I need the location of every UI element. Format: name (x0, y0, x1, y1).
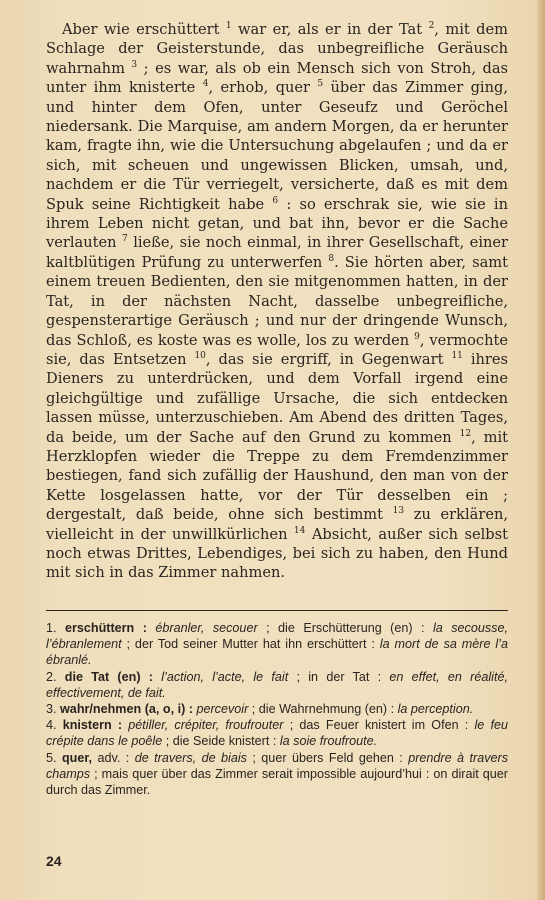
footnote-3 (46, 701, 508, 717)
footnote-reference: 12 (459, 428, 472, 439)
footnote-term: wahr/nehmen (a, o, i) : (60, 702, 193, 717)
text-segment: Aber wie erschüttert (62, 21, 226, 38)
footnote-text: ; mais quer über das Zimmer serait impossible aujourd’hui : on dirait quer durch das Zimmer. (46, 766, 508, 798)
text-segment: , erhob, quer (208, 79, 318, 97)
footnote-text: ; der Tod seiner Mutter hat ihn erschüttert : (121, 637, 380, 652)
footnote-translation: prendre à travers champs (46, 750, 508, 781)
footnote-translation: la soie froufroute. (279, 734, 378, 749)
footnote-reference: 5 (317, 79, 324, 90)
footnote-reference: 9 (414, 331, 420, 342)
footnote-term: die Tat (en) : (64, 669, 153, 684)
footnote-reference: 2 (428, 21, 435, 32)
text-segment: ihres Dieners zu unterdrücken, und dem Vorfall irgend eine gleichgültige und zufällige Ursache, die sich entdecken lassen müsse, unterzuschieben. Am Abend des dritten Tages, da beide, um der Sache auf den Grund zu kommen (46, 350, 509, 446)
footnote-translation: la mort de sa mère l’a ébranlé. (46, 637, 508, 668)
footnote-text: ; die Erschütterung (en) : (257, 621, 433, 635)
footnote-translation: ébranler, secouer (146, 621, 258, 635)
text-segment: : so erschrak sie, wie sie in ihrem Leben nicht getan, und bat ihn, bevor er die Sache verlauten (46, 195, 508, 252)
text-segment: . Sie hörten aber, samt einem treuen Bedienten, den sie mitgenommen hatten, in der Tat, in der nächsten Nacht, dasselbe unbegreifliche, gespensterartige Geräusch ; und nur der dringende Wunsch, das Schloß, es koste was es wolle, los zu werden (46, 253, 508, 349)
footnote-5 (46, 750, 508, 799)
text-segment: , vermochte sie, das Entsetzen (46, 331, 508, 368)
footnote-translation: de travers, de biais (134, 750, 247, 765)
text-segment: zu erklären, vielleicht in der unwillkürlichen (46, 506, 508, 543)
footnote-reference: 3 (131, 59, 138, 70)
footnote-rule (46, 610, 508, 611)
footnote-text: ; das Feuer knistert im Ofen : (283, 718, 475, 733)
footnote-reference: 7 (122, 234, 128, 245)
footnote-number: 4. (46, 718, 63, 733)
text-segment: über das Zimmer ging, und hinter dem Ofen, unter Geseufz und Geröchel niedersank. Die Marquise, am andern Morgen, da er herunter kam, fragte ihn, wie die Untersuchung abgelaufen ; und da er sich, mit scheuen und ungewissen Blicken, umsah, und, nachdem er die Tür verriegelt, versicherte, daß es mit dem Spuk seine Richtigkeit habe (46, 79, 508, 213)
text-segment: ließe, sie noch einmal, in ihrer Gesellschaft, einer kaltblütigen Prüfung zu unterwerfen (46, 234, 508, 271)
text-segment: Absicht, außer sich selbst noch etwas Drittes, Lebendiges, bei sich zu haben, den Hund mit sich in das Zimmer nahmen. (46, 525, 508, 582)
footnote-text: ; die Seide knistert : (162, 734, 280, 749)
footnote-reference: 8 (328, 254, 335, 265)
text-segment: ; es war, als ob ein Mensch sich von Stroh, das unter ihm knisterte (46, 59, 509, 97)
footnote-translation: le feu crépite dans le poêle (46, 718, 508, 749)
footnote-reference: 1 (225, 21, 232, 32)
footnote-2 (46, 669, 508, 701)
footnote-text: adv. : (92, 750, 135, 765)
text-segment: war er, als er in der Tat (231, 21, 429, 38)
footnote-translation: percevoir (192, 702, 249, 717)
footnote-translation: la perception. (397, 702, 474, 717)
footnote-term: quer, (61, 750, 93, 765)
footnotes (46, 620, 508, 798)
page-edge (537, 0, 545, 900)
footnote-translation: l’action, l’acte, le fait (152, 669, 289, 684)
footnote-reference: 11 (451, 351, 463, 362)
footnote-text: ; die Wahrnehmung (en) : (248, 702, 398, 717)
text-segment: , mit dem Schlage der Geisterstunde, das unbegreifliche Geräusch wahrnahm (46, 21, 508, 77)
footnote-text: ; in der Tat : (288, 669, 390, 684)
footnote-number: 3. (46, 702, 61, 717)
footnote-4 (46, 717, 508, 749)
footnote-reference: 10 (194, 351, 206, 362)
footnote-number: 1. (46, 621, 65, 635)
footnote-text: ; quer übers Feld gehen : (246, 750, 409, 765)
main-text (46, 20, 508, 583)
footnote-number: 5. (46, 750, 62, 765)
footnote-term: knistern : (62, 718, 123, 733)
footnote-reference: 13 (392, 506, 405, 517)
footnote-number: 2. (46, 669, 65, 684)
footnote-reference: 14 (293, 525, 306, 536)
page-number: 24 (46, 853, 62, 869)
footnote-translation: pétiller, crépiter, froufrouter (122, 718, 284, 733)
footnote-term: erschüttern : (64, 621, 147, 635)
text-segment: , das sie ergriff, in Gegenwart (205, 350, 452, 368)
footnote-translation: en effet, en réalité, effectivement, de fait. (46, 669, 508, 700)
text-segment: , mit Herzklopfen wieder die Treppe zu dem Fremdenzimmer bestiegen, fand sich zufällig der Haushund, den man von der Kette losgelassen hatte, vor der Tür desselben ein ; dergestalt, daß beide, ohne sich bestimmt (46, 428, 508, 524)
footnote-1 (46, 620, 508, 669)
footnote-translation: la secousse, l’ébranlement (46, 621, 508, 652)
footnote-reference: 4 (202, 79, 209, 90)
footnote-reference: 6 (272, 195, 279, 206)
